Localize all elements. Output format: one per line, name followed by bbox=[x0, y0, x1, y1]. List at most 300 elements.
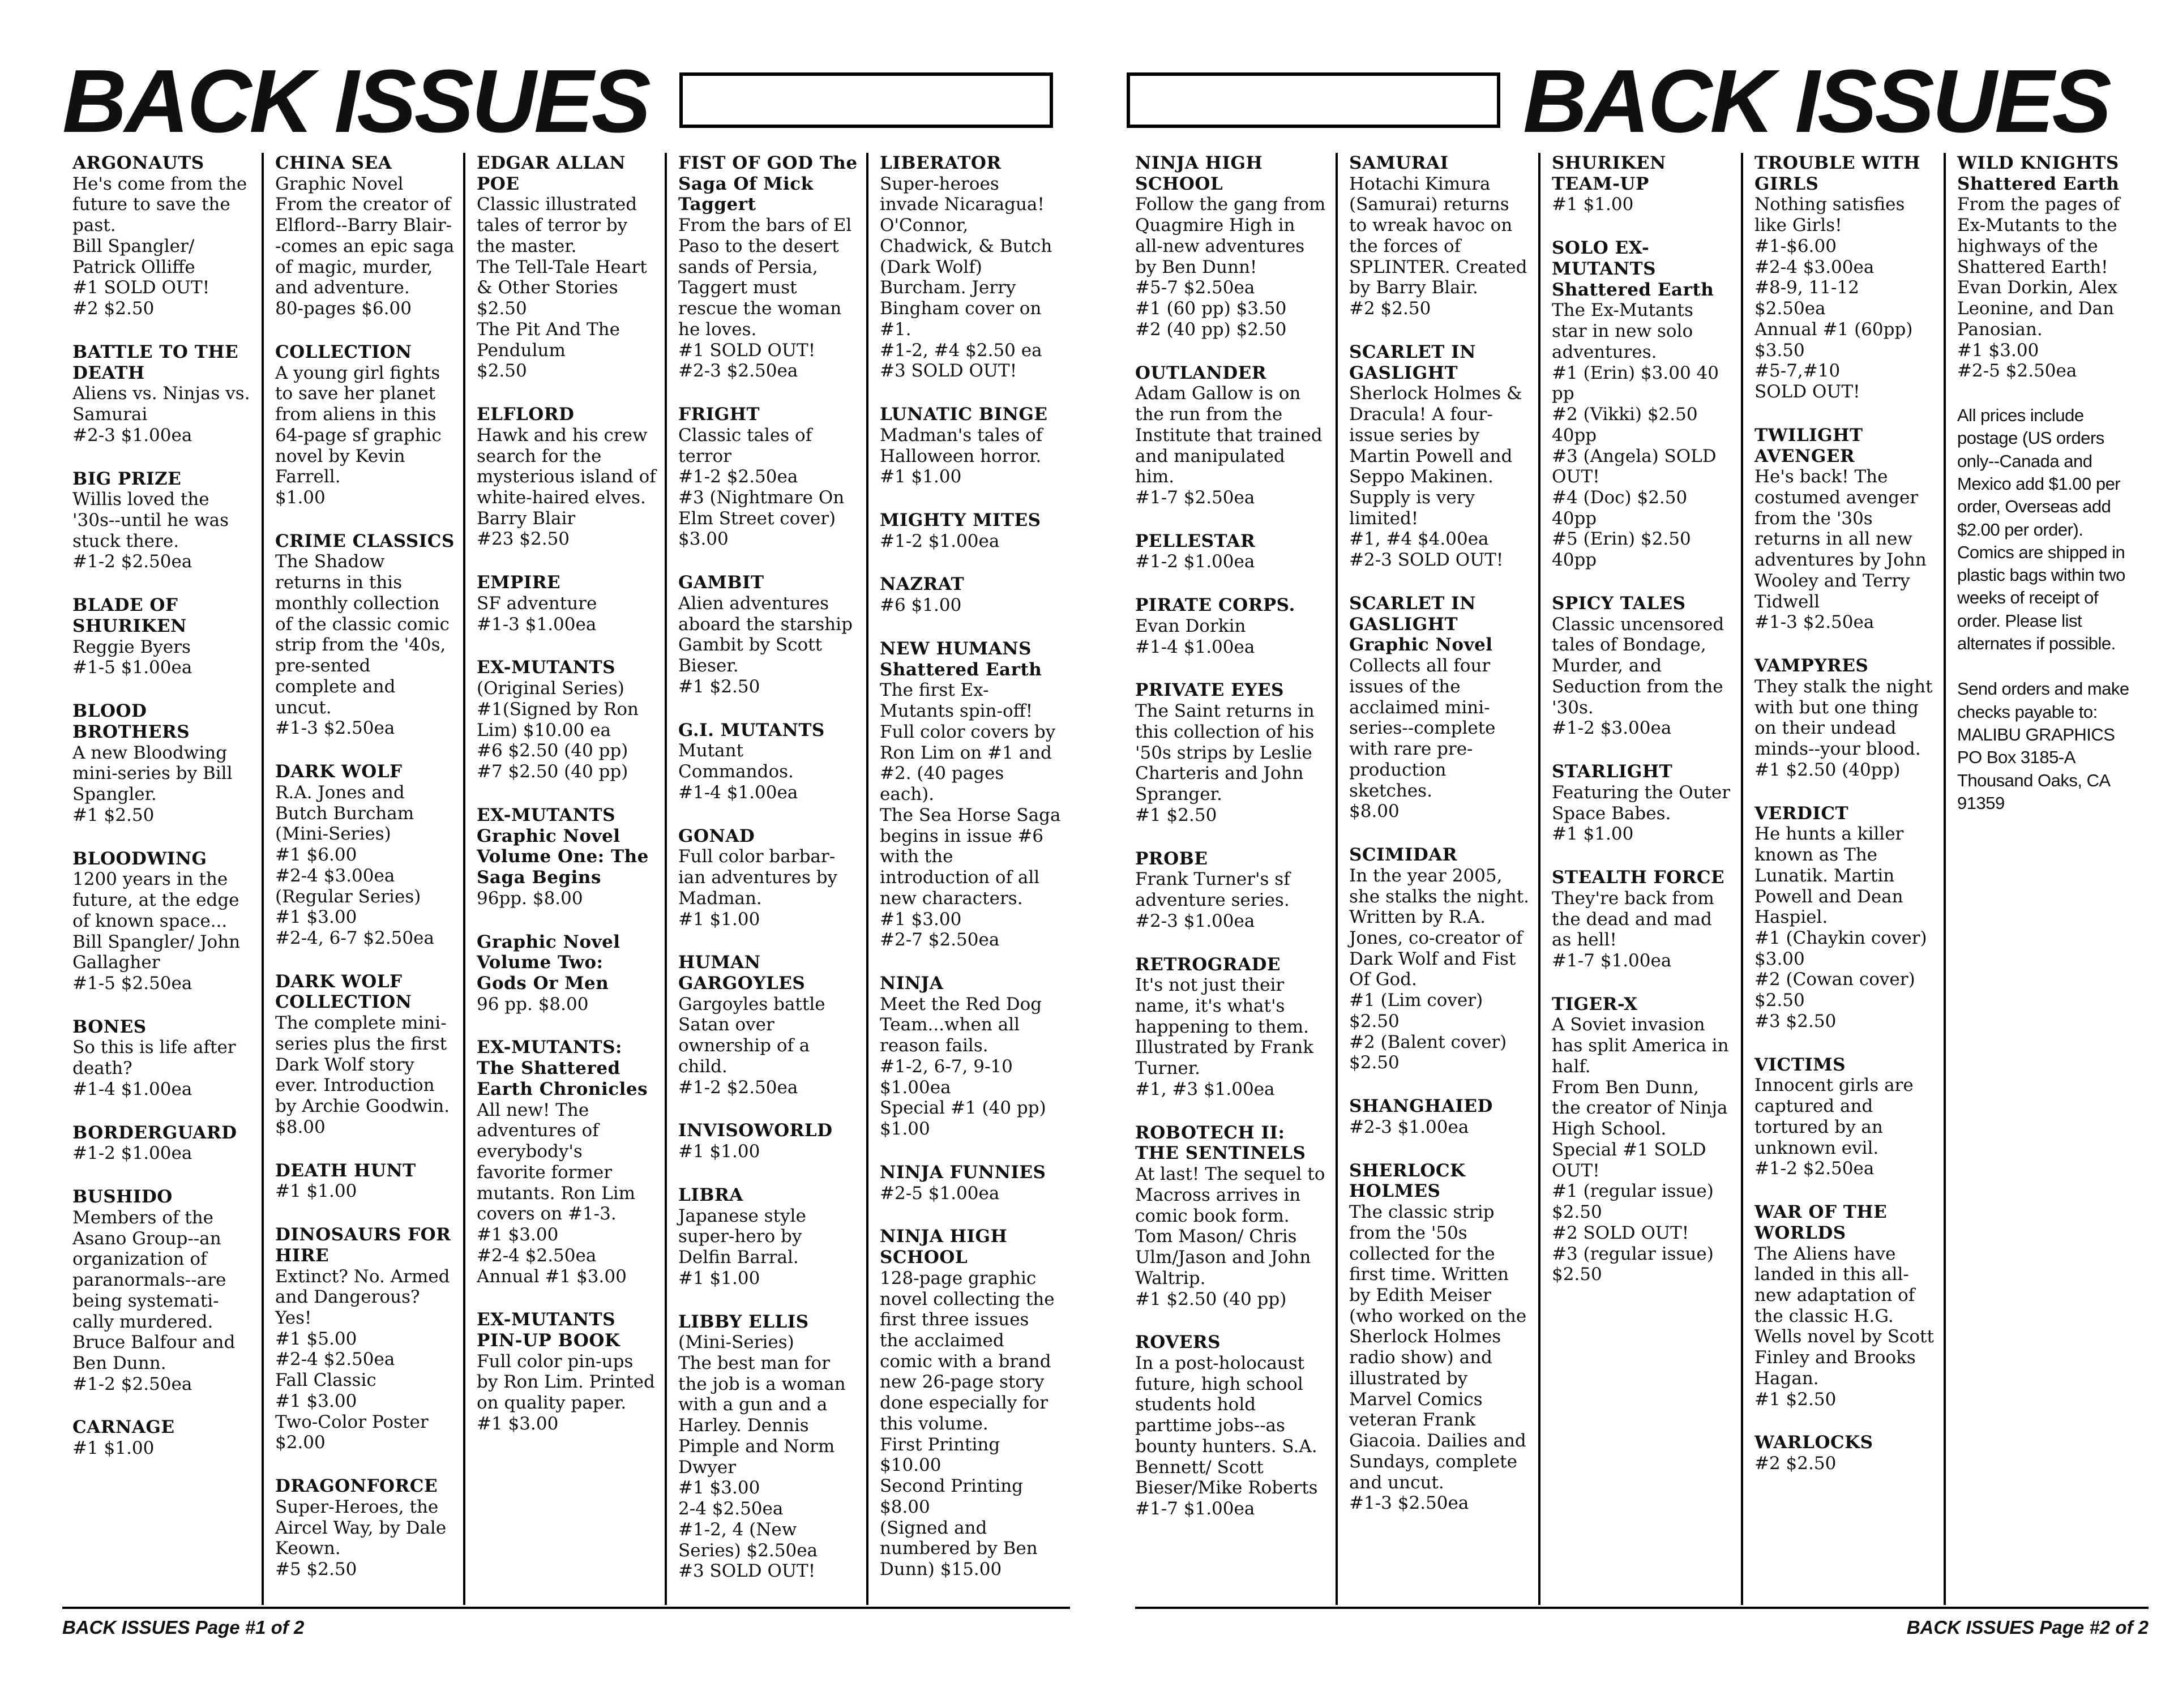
entry-price: #1-7 $1.00ea bbox=[1135, 1499, 1255, 1519]
entry-price: #1-3 $2.50ea bbox=[1754, 612, 1875, 633]
catalog-entry bbox=[1135, 1123, 1328, 1310]
entry-description: In the year 2005, she stalks the night. Written by R.A. Jones, co-creator of Dark Wolf and Fist Of God. bbox=[1349, 865, 1530, 990]
catalog-entry bbox=[678, 952, 858, 1098]
entry-description: From the bars of El Paso to the desert sands of Persia, Taggert must rescue the woman he loves. bbox=[678, 215, 852, 340]
entry-title: VERDICT bbox=[1754, 803, 1849, 824]
entry-description: Japanese style super-hero by Delfin Barral. bbox=[678, 1205, 806, 1268]
entry-title: BORDERGUARD bbox=[72, 1122, 237, 1143]
entry-title: NINJA FUNNIES bbox=[880, 1162, 1046, 1183]
entry-description: Adam Gallow is on the run from the Institute that trained and manipulated him. bbox=[1135, 383, 1323, 487]
entry-price: #1 $5.00 #2-4 $2.50ea Fall Classic #1 $3.00 Two-Color Poster $2.00 bbox=[275, 1328, 429, 1453]
listing-columns bbox=[62, 153, 1070, 1605]
entry-title: PELLESTAR bbox=[1135, 530, 1256, 551]
entry-title: CARNAGE bbox=[72, 1417, 175, 1438]
catalog-entry bbox=[275, 153, 455, 319]
entry-description: He hunts a killer known as The Lunatik. Martin Powell and Dean Haspiel. bbox=[1754, 824, 1904, 928]
catalog-entry bbox=[1754, 656, 1936, 780]
listing-column bbox=[1540, 153, 1743, 1605]
entry-title: ARGONAUTS bbox=[72, 153, 204, 173]
catalog-entry bbox=[1349, 1161, 1530, 1514]
listing-columns bbox=[1135, 153, 2149, 1605]
entry-title: WILD KNIGHTS Shattered Earth bbox=[1957, 153, 2120, 194]
entry-title: GONAD bbox=[678, 825, 755, 846]
catalog-entry bbox=[678, 1120, 858, 1162]
entry-title: PIRATE CORPS. bbox=[1135, 595, 1295, 616]
entry-description: Hawk and his crew search for the mysterious island of white-haired elves. Barry Blair bbox=[477, 425, 656, 529]
entry-description: It's not just their name, it's what's happening to them. Illustrated by Frank Turner. bbox=[1135, 975, 1313, 1079]
entry-title: PROBE bbox=[1135, 848, 1208, 869]
entry-title: STARLIGHT bbox=[1552, 761, 1673, 782]
entry-title: SHURIKEN TEAM-UP bbox=[1552, 153, 1666, 194]
catalog-entry bbox=[72, 342, 254, 446]
entry-description: The complete mini-series plus the first Dark Wolf story ever. Introduction by Archie Goodwin. bbox=[275, 1013, 450, 1117]
entry-price: First Printing $10.00 Second Printing $8.00 (Signed and numbered by Ben Dunn) $15.00 bbox=[880, 1434, 1038, 1580]
entry-price: #1 $2.50 (40pp) bbox=[1754, 759, 1901, 780]
entry-description: Aliens vs. Ninjas vs. Samurai bbox=[72, 383, 250, 425]
entry-description: Featuring the Outer Space Babes. bbox=[1552, 782, 1731, 824]
catalog-entry bbox=[678, 404, 858, 550]
listing-column bbox=[1743, 153, 1946, 1605]
catalog-entry bbox=[275, 761, 455, 949]
entry-description: Evan Dorkin bbox=[1135, 615, 1246, 636]
entry-price: #1-2, #4 $2.50 ea #3 SOLD OUT! bbox=[880, 340, 1042, 382]
entry-description: They stalk the night with but one thing on their undead minds--your blood. bbox=[1754, 676, 1933, 760]
pricing-note: All prices include postage (US orders only--Canada and Mexico add $1.00 per order, Overseas add $2.00 per order). Comics are shipped in plastic bags within two weeks of receipt of order. Please list alternates if possible. bbox=[1957, 405, 2125, 654]
entry-description: A young girl fights to save her planet from aliens in this 64-page sf graphic novel by Kevin Farrell. bbox=[275, 362, 442, 487]
catalog-entry bbox=[1552, 593, 1733, 739]
entry-title: TROUBLE WITH GIRLS bbox=[1754, 153, 1920, 194]
catalog-entry bbox=[477, 805, 657, 909]
catalog-entry bbox=[880, 1162, 1062, 1204]
entry-price: #1-2 $1.00ea bbox=[880, 530, 1000, 551]
entry-price: #2-3 $1.00ea bbox=[72, 425, 192, 446]
entry-title: OUTLANDER bbox=[1135, 362, 1267, 383]
entry-description: R.A. Jones and Butch Burcham (Mini-Series) bbox=[275, 782, 414, 845]
entry-title: LIBRA bbox=[678, 1184, 743, 1205]
entry-price: #23 $2.50 bbox=[477, 529, 570, 550]
entry-price: #2 $2.50 bbox=[1754, 1453, 1837, 1474]
listing-column bbox=[1338, 153, 1540, 1605]
entry-title: DEATH HUNT bbox=[275, 1160, 416, 1181]
catalog-entry bbox=[880, 973, 1062, 1140]
catalog-entry bbox=[1135, 363, 1328, 508]
catalog-entry bbox=[1349, 593, 1530, 822]
entry-price: #1 $1.00 bbox=[678, 909, 760, 930]
entry-title: SHANGHAIED bbox=[1349, 1096, 1493, 1117]
entry-title: TIGER-X bbox=[1552, 994, 1638, 1014]
entry-price: #1-$6.00 #2-4 $3.00ea #8-9, 11-12 $2.50ea Annual #1 (60pp) $3.50 #5-7,#10 SOLD OUT! bbox=[1754, 236, 1913, 403]
entry-description: So this is life after death? bbox=[72, 1037, 236, 1079]
catalog-entry bbox=[1754, 1055, 1936, 1179]
entry-title: SCARLET IN GASLIGHT bbox=[1349, 341, 1476, 383]
catalog-entry bbox=[880, 404, 1062, 487]
catalog-entry bbox=[477, 657, 657, 782]
entry-title: SPICY TALES bbox=[1552, 593, 1686, 614]
entry-price: #1-2 $2.50ea bbox=[72, 551, 192, 572]
entry-price: #1 $1.00 bbox=[275, 1181, 357, 1202]
entry-price: #1 $3.00 2-4 $2.50ea #1-2, 4 (New Series) $2.50ea #3 SOLD OUT! bbox=[678, 1478, 818, 1582]
catalog-entry bbox=[880, 510, 1062, 551]
entry-title: SAMURAI bbox=[1349, 153, 1449, 173]
entry-price: #1 $2.50 bbox=[678, 676, 760, 697]
entry-title: CRIME CLASSICS bbox=[275, 530, 455, 551]
entry-price: #1 (Chaykin cover) $3.00 #2 (Cowan cover) $2.50 #3 $2.50 bbox=[1754, 927, 1927, 1031]
catalog-entry bbox=[72, 1017, 254, 1100]
entry-price: #2 $2.50 bbox=[1349, 298, 1431, 319]
catalog-entry bbox=[275, 1476, 455, 1580]
catalog-entry bbox=[1552, 867, 1733, 971]
entry-price: #1-2 $1.00ea bbox=[72, 1143, 192, 1164]
entry-title: SCARLET IN GASLIGHT Graphic Novel bbox=[1349, 593, 1493, 656]
listing-column bbox=[465, 153, 667, 1605]
entry-title: FRIGHT bbox=[678, 404, 760, 425]
entry-price: #1(Signed by Ron Lim) $10.00 ea #6 $2.50 (40 pp) #7 $2.50 (40 pp) bbox=[477, 699, 639, 782]
entry-title: ROBOTECH II: THE SENTINELS bbox=[1135, 1122, 1306, 1164]
entry-price: #1 $3.00 #2-5 $2.50ea bbox=[1957, 340, 2077, 382]
catalog-page-2 bbox=[1087, 0, 2174, 1708]
entry-description: SF adventure bbox=[477, 593, 597, 614]
catalog-entry bbox=[72, 1417, 254, 1458]
entry-title: RETROGRADE bbox=[1135, 954, 1281, 975]
entry-description: From the pages of Ex-Mutants to the highways of the Shattered Earth! Evan Dorkin, Alex Leonine, and Dan Panosian. bbox=[1957, 194, 2120, 340]
order-info bbox=[1957, 404, 2141, 815]
catalog-entry bbox=[1754, 1202, 1936, 1410]
entry-title: SCIMIDAR bbox=[1349, 845, 1458, 866]
entry-description: Alien adventures aboard the starship Gambit by Scott Bieser. bbox=[678, 593, 853, 677]
page-title: BACK ISSUES bbox=[1523, 52, 2109, 151]
entry-description: Mutant Commandos. bbox=[678, 740, 794, 782]
catalog-entry bbox=[1552, 994, 1733, 1285]
entry-title: BLADE OF SHURIKEN bbox=[72, 595, 187, 636]
catalog-entry bbox=[72, 1123, 254, 1164]
entry-description: (Original Series) bbox=[477, 678, 624, 699]
entry-title: ROVERS bbox=[1135, 1332, 1221, 1353]
entry-price: 80-pages $6.00 bbox=[275, 298, 412, 319]
entry-price: #1-7 $1.00ea bbox=[1552, 950, 1672, 971]
entry-price: #1-3 $1.00ea bbox=[477, 614, 597, 635]
entry-price: #1-2 $2.50ea bbox=[678, 1077, 798, 1098]
entry-price: #1 $3.00 bbox=[477, 1413, 559, 1434]
entry-description: Gargoyles battle Satan over ownership of a child. bbox=[678, 994, 825, 1077]
catalog-entry bbox=[477, 1037, 657, 1287]
entry-price: #1 (Erin) $3.00 40 pp #2 (Vikki) $2.50 40pp #3 (Angela) SOLD OUT! #4 (Doc) $2.50 40pp #5 (Erin) $2.50 40pp bbox=[1552, 362, 1719, 571]
entry-description: A Soviet invasion has split America in half. From Ben Dunn, the creator of Ninja High School. bbox=[1552, 1014, 1729, 1140]
entry-title: STEALTH FORCE bbox=[1552, 867, 1725, 888]
entry-price: #2-3 $1.00ea bbox=[1135, 910, 1255, 931]
entry-description: 1200 years in the future, at the edge of known space... Bill Spangler/ John Gallagher bbox=[72, 869, 241, 973]
catalog-entry bbox=[678, 826, 858, 930]
entry-description: Super-Heroes, the Aircel Way, by Dale Keown. bbox=[275, 1496, 447, 1559]
footer-rule bbox=[1135, 1607, 2149, 1609]
entry-title: DARK WOLF COLLECTION bbox=[275, 971, 412, 1013]
entry-price: #6 $1.00 bbox=[880, 595, 962, 616]
catalog-entry bbox=[477, 1309, 657, 1434]
catalog-entry bbox=[275, 971, 455, 1138]
entry-title: HUMAN GARGOYLES bbox=[678, 952, 806, 994]
catalog-entry bbox=[1754, 1432, 1936, 1474]
entry-description: He's back! The costumed avenger from the '30s returns in all new adventures by John Wooley and Terry Tidwell bbox=[1754, 466, 1927, 612]
catalog-entry bbox=[477, 932, 657, 1015]
entry-price: #1-3 $2.50ea bbox=[1349, 1493, 1469, 1514]
catalog-entry bbox=[1135, 849, 1328, 932]
entry-title: LIBBY ELLIS bbox=[678, 1311, 809, 1332]
entry-description: Full color pin-ups by Ron Lim. Printed on quality paper. bbox=[477, 1351, 655, 1414]
entry-description: Willis loved the '30s--until he was stuck there. bbox=[72, 489, 229, 551]
entry-price: #1 SOLD OUT! #2 $2.50 bbox=[72, 277, 210, 319]
catalog-entry bbox=[880, 574, 1062, 615]
entry-title: WAR OF THE WORLDS bbox=[1754, 1202, 1888, 1243]
blank-title-box bbox=[679, 72, 1053, 128]
catalog-entry bbox=[275, 342, 455, 508]
entry-description: All new! The adventures of everybody's favorite former mutants. Ron Lim covers on #1-3. bbox=[477, 1099, 636, 1225]
catalog-entry bbox=[1135, 531, 1328, 572]
entry-title: COLLECTION bbox=[275, 341, 412, 362]
catalog-entry bbox=[880, 153, 1062, 382]
entry-title: EDGAR ALLAN POE bbox=[477, 153, 626, 194]
catalog-entry bbox=[477, 572, 657, 635]
entry-description: Nothing satisfies like Girls! bbox=[1754, 194, 1905, 236]
entry-price: $8.00 bbox=[1349, 801, 1400, 822]
catalog-entry bbox=[1552, 761, 1733, 845]
entry-title: DINOSAURS FOR HIRE bbox=[275, 1225, 451, 1266]
entry-description: Sherlock Holmes & Dracula! A four-issue series by Martin Powell and Seppo Makinen. Supply is very limited! bbox=[1349, 383, 1522, 529]
entry-price: #1 $2.50 bbox=[72, 804, 155, 825]
entry-title: GAMBIT bbox=[678, 572, 764, 593]
entry-description: Reggie Byers bbox=[72, 636, 191, 657]
page-footer: BACK ISSUES Page #2 of 2 bbox=[1906, 1617, 2149, 1638]
catalog-entry bbox=[678, 1312, 858, 1582]
entry-price: #1-5 $1.00ea bbox=[72, 657, 192, 678]
entry-title: G.I. MUTANTS bbox=[678, 720, 825, 740]
entry-description: In a post-holocaust future, high school students hold parttime jobs--as bounty hunters. S.A. Bennett/ Scott Bieser/Mike Roberts bbox=[1135, 1352, 1318, 1499]
entry-title: NINJA bbox=[880, 973, 944, 994]
entry-description: Classic tales of terror bbox=[678, 425, 812, 466]
entry-description: Full color barbar-ian adventures by Madman. bbox=[678, 846, 838, 909]
listing-column bbox=[1135, 153, 1338, 1605]
entry-description: The Aliens have landed in this all-new adaptation of the classic H.G. Wells novel by Scott Finley and Brooks Hagan. bbox=[1754, 1243, 1934, 1389]
entry-description: (Mini-Series) The best man for the job is a woman with a gun and a Harley. Dennis Pimple and Norm Dwyer bbox=[678, 1332, 846, 1478]
catalog-entry bbox=[1349, 153, 1530, 319]
entry-title: WARLOCKS bbox=[1754, 1432, 1873, 1453]
catalog-entry bbox=[678, 572, 858, 697]
entry-description: The first Ex-Mutants spin-off! Full color covers by Ron Lim on #1 and #2. (40 pages each). The Sea Horse Saga begins in issue #6 with the introduction of all new characters. bbox=[880, 680, 1061, 909]
entry-title: NAZRAT bbox=[880, 574, 965, 595]
entry-description: At last! The sequel to Macross arrives in comic book form. Tom Mason/ Chris Ulm/Jason and John Waltrip. bbox=[1135, 1164, 1325, 1289]
entry-description: Extinct? No. Armed and Dangerous? Yes! bbox=[275, 1266, 450, 1328]
catalog-entry bbox=[1349, 342, 1530, 571]
entry-description: The Ex-Mutants star in new solo adventures. bbox=[1552, 300, 1693, 362]
entry-price: #1-4 $1.00ea bbox=[678, 782, 798, 803]
catalog-entry bbox=[72, 1187, 254, 1394]
entry-title: MIGHTY MITES bbox=[880, 510, 1041, 531]
entry-title: EX-MUTANTS bbox=[477, 657, 616, 678]
entry-title: SHERLOCK HOLMES bbox=[1349, 1160, 1466, 1202]
entry-title: ELFLORD bbox=[477, 404, 575, 425]
entry-price: #1 $1.00 bbox=[72, 1438, 155, 1459]
catalog-entry bbox=[275, 1225, 455, 1453]
catalog-entry bbox=[72, 849, 254, 994]
entry-description: Classic uncensored tales of Bondage, Murder, and Seduction from the '30s. bbox=[1552, 614, 1724, 718]
entry-title: LUNATIC BINGE bbox=[880, 404, 1048, 425]
entry-price: #5-7 $2.50ea #1 (60 pp) $3.50 #2 (40 pp) $2.50 bbox=[1135, 277, 1287, 340]
entry-title: EX-MUTANTS Graphic Novel Volume One: The Saga Begins bbox=[477, 804, 649, 888]
catalog-entry bbox=[72, 469, 254, 573]
entry-title: TWILIGHT AVENGER bbox=[1754, 425, 1863, 466]
catalog-entry bbox=[1552, 153, 1733, 215]
entry-price: #1 SOLD OUT! #2-3 $2.50ea bbox=[678, 340, 816, 382]
entry-title: BUSHIDO bbox=[72, 1187, 173, 1208]
catalog-entry bbox=[1349, 1096, 1530, 1137]
entry-price: #1 $1.00 bbox=[678, 1141, 760, 1162]
entry-description: A new Bloodwing mini-series by Bill Spangler. bbox=[72, 742, 233, 805]
catalog-entry bbox=[275, 1161, 455, 1202]
entry-title: INVISOWORLD bbox=[678, 1120, 833, 1141]
entry-title: LIBERATOR bbox=[880, 153, 1002, 173]
entry-price: #1 $6.00 #2-4 $3.00ea (Regular Series) #1 $3.00 #2-4, 6-7 $2.50ea bbox=[275, 845, 434, 948]
entry-description: Collects all four issues of the acclaimed mini-series--complete with rare pre-production sketches. bbox=[1349, 656, 1496, 801]
entry-title: VICTIMS bbox=[1754, 1054, 1846, 1075]
catalog-entry bbox=[477, 404, 657, 550]
catalog-entry bbox=[1957, 153, 2141, 382]
footer-rule bbox=[62, 1607, 1070, 1609]
page-footer: BACK ISSUES Page #1 of 2 bbox=[62, 1617, 305, 1638]
entry-price: #1-2 $1.00ea bbox=[1135, 551, 1255, 572]
catalog-entry bbox=[1135, 954, 1328, 1100]
entry-description: He's come from the future to save the past. Bill Spangler/ Patrick Olliffe bbox=[72, 173, 247, 277]
entry-price: #1 $3.00 #2-7 $2.50ea bbox=[880, 909, 1000, 951]
blank-title-box bbox=[1127, 72, 1500, 128]
catalog-entry bbox=[72, 153, 254, 319]
entry-price: #1 $2.50 bbox=[1754, 1389, 1837, 1410]
entry-description: Innocent girls are captured and tortured by an unknown evil. bbox=[1754, 1075, 1914, 1158]
catalog-entry bbox=[1754, 153, 1936, 403]
entry-price: #1-2 $2.50ea bbox=[72, 1373, 192, 1394]
entry-description: Classic illustrated tales of terror by the master. The Tell-Tale Heart & Other Stories $2.50 The Pit And The Pendulum bbox=[477, 194, 647, 361]
entry-title: CHINA SEA bbox=[275, 153, 392, 173]
entry-price: #1 $3.00 #2-4 $2.50ea Annual #1 $3.00 bbox=[477, 1225, 627, 1287]
entry-price: $2.50 bbox=[477, 361, 527, 382]
entry-price: #1 $2.50 (40 pp) bbox=[1135, 1289, 1287, 1309]
entry-title: NEW HUMANS Shattered Earth bbox=[880, 638, 1042, 680]
entry-description: The classic strip from the '50s collected for the first time. Written by Edith Meiser (who worked on the Sherlock Holmes radio show) and illustrated by Marvel Comics veteran Frank Giacoia. Dailies and Sundays, complete and uncut. bbox=[1349, 1202, 1527, 1493]
catalog-entry bbox=[1135, 153, 1328, 340]
listing-column bbox=[1946, 153, 2149, 1605]
entry-title: BLOODWING bbox=[72, 848, 207, 869]
entry-price: #1-2 $3.00ea bbox=[1552, 718, 1672, 739]
entry-price: #5 $2.50 bbox=[275, 1559, 357, 1580]
entry-price: #1 (Lim cover) $2.50 #2 (Balent cover) $2.50 bbox=[1349, 990, 1507, 1073]
catalog-entry bbox=[880, 1226, 1062, 1579]
entry-description: Members of the Asano Group--an organization of paranormals--are being systemati-cally murdered. Bruce Balfour and Ben Dunn. bbox=[72, 1207, 236, 1373]
entry-title: PRIVATE EYES bbox=[1135, 680, 1284, 701]
entry-description: The Shadow returns in this monthly collection of the classic comic strip from the '40s, pre-sented complete and uncut. bbox=[275, 551, 450, 718]
catalog-entry bbox=[1349, 845, 1530, 1073]
catalog-entry bbox=[678, 720, 858, 803]
entry-price: $8.00 bbox=[275, 1116, 326, 1137]
entry-description: 128-page graphic novel collecting the first three issues the acclaimed comic with a brand new 26-page story done especially for this volume. bbox=[880, 1268, 1055, 1434]
entry-title: VAMPYRES bbox=[1754, 656, 1869, 677]
entry-price: #1 $1.00 bbox=[1552, 194, 1634, 215]
entry-price: #1 $1.00 bbox=[678, 1268, 760, 1289]
entry-description: Graphic Novel From the creator of Elflord--Barry Blair--comes an epic saga of magic, murder, and adventure. bbox=[275, 173, 455, 298]
catalog-entry bbox=[477, 153, 657, 382]
entry-title: EX-MUTANTS PIN-UP BOOK bbox=[477, 1309, 620, 1351]
entry-description: Frank Turner's sf adventure series. bbox=[1135, 869, 1290, 911]
entry-price: #1-4 $1.00ea bbox=[72, 1078, 192, 1099]
entry-title: FIST OF GOD The Saga Of Mick Taggert bbox=[678, 153, 858, 215]
entry-price: #1-7 $2.50ea bbox=[1135, 487, 1255, 508]
entry-price: #1, #4 $4.00ea #2-3 SOLD OUT! bbox=[1349, 529, 1504, 571]
entry-price: #1-4 $1.00ea bbox=[1135, 636, 1255, 657]
entry-title: NINJA HIGH SCHOOL bbox=[880, 1226, 1008, 1268]
order-address: Send orders and make checks payable to: MALIBU GRAPHICS PO Box 3185-A Thousand Oaks, CA 91359 bbox=[1957, 679, 2129, 813]
entry-description: Super-heroes invade Nicaragua! O'Connor, Chadwick, & Butch (Dark Wolf) Burcham. Jerry Bingham cover on #1. bbox=[880, 173, 1052, 340]
listing-column bbox=[667, 153, 868, 1605]
catalog-entry bbox=[1754, 803, 1936, 1032]
entry-description: Hotachi Kimura (Samurai) returns to wreak havoc on the forces of SPLINTER. Created by Barry Blair. bbox=[1349, 173, 1527, 298]
entry-title: DARK WOLF bbox=[275, 761, 403, 782]
entry-price: 96pp. $8.00 bbox=[477, 888, 583, 909]
listing-column bbox=[62, 153, 264, 1605]
column-entries bbox=[1957, 153, 2141, 382]
catalog-entry bbox=[72, 701, 254, 825]
entry-description: Follow the gang from Quagmire High in all-new adventures by Ben Dunn! bbox=[1135, 194, 1326, 277]
entry-title: NINJA HIGH SCHOOL bbox=[1135, 153, 1263, 194]
entry-price: #1 $1.00 bbox=[1552, 824, 1634, 845]
catalog-entry bbox=[1135, 595, 1328, 657]
catalog-entry bbox=[275, 531, 455, 739]
listing-column bbox=[264, 153, 465, 1605]
entry-description: They're back from the dead and mad as hell! bbox=[1552, 888, 1714, 951]
entry-price: #2-3 $1.00ea bbox=[1349, 1116, 1469, 1137]
page-title: BACK ISSUES bbox=[62, 52, 649, 151]
entry-title: DRAGONFORCE bbox=[275, 1476, 438, 1497]
entry-description: Meet the Red Dog Team...when all reason fails. bbox=[880, 994, 1042, 1056]
entry-price: #1-2 $2.50ea bbox=[1754, 1158, 1875, 1179]
entry-price: #1-2 $2.50ea #3 (Nightmare On Elm Street cover) $3.00 bbox=[678, 466, 845, 550]
entry-description: The Saint returns in this collection of his '50s strips by Leslie Charteris and John Spranger. bbox=[1135, 701, 1315, 805]
catalog-entry bbox=[72, 595, 254, 678]
entry-title: EMPIRE bbox=[477, 572, 561, 593]
listing-column bbox=[868, 153, 1070, 1605]
entry-price: #1-5 $2.50ea bbox=[72, 973, 192, 994]
catalog-entry bbox=[678, 153, 858, 382]
entry-price: #1-2, 6-7, 9-10 $1.00ea Special #1 (40 pp) $1.00 bbox=[880, 1056, 1046, 1140]
entry-price: 96 pp. $8.00 bbox=[477, 994, 589, 1014]
entry-price: #1 $2.50 bbox=[1135, 804, 1217, 825]
catalog-entry bbox=[678, 1185, 858, 1289]
entry-title: Graphic Novel Volume Two: Gods Or Men bbox=[477, 931, 620, 994]
entry-title: EX-MUTANTS: The Shattered Earth Chronicles bbox=[477, 1037, 648, 1099]
entry-title: BONES bbox=[72, 1016, 147, 1037]
entry-title: BLOOD BROTHERS bbox=[72, 701, 190, 742]
catalog-entry bbox=[1135, 680, 1328, 825]
catalog-entry bbox=[1135, 1332, 1328, 1519]
entry-title: BATTLE TO THE DEATH bbox=[72, 341, 239, 383]
catalog-entry bbox=[1552, 238, 1733, 571]
entry-title: BIG PRIZE bbox=[72, 468, 182, 489]
entry-title: SOLO EX-MUTANTS Shattered Earth bbox=[1552, 238, 1714, 300]
entry-price: $1.00 bbox=[275, 487, 326, 508]
catalog-entry bbox=[1754, 425, 1936, 633]
entry-price: #1, #3 $1.00ea bbox=[1135, 1078, 1275, 1099]
entry-price: #1-3 $2.50ea bbox=[275, 718, 395, 739]
entry-price: Special #1 SOLD OUT! #1 (regular issue) $2.50 #2 SOLD OUT! #3 (regular issue) $2.50 bbox=[1552, 1139, 1714, 1285]
catalog-entry bbox=[880, 639, 1062, 951]
entry-price: #2-5 $1.00ea bbox=[880, 1183, 1000, 1204]
entry-price: #1 $1.00 bbox=[880, 466, 962, 487]
entry-description: Madman's tales of Halloween horror. bbox=[880, 425, 1043, 466]
